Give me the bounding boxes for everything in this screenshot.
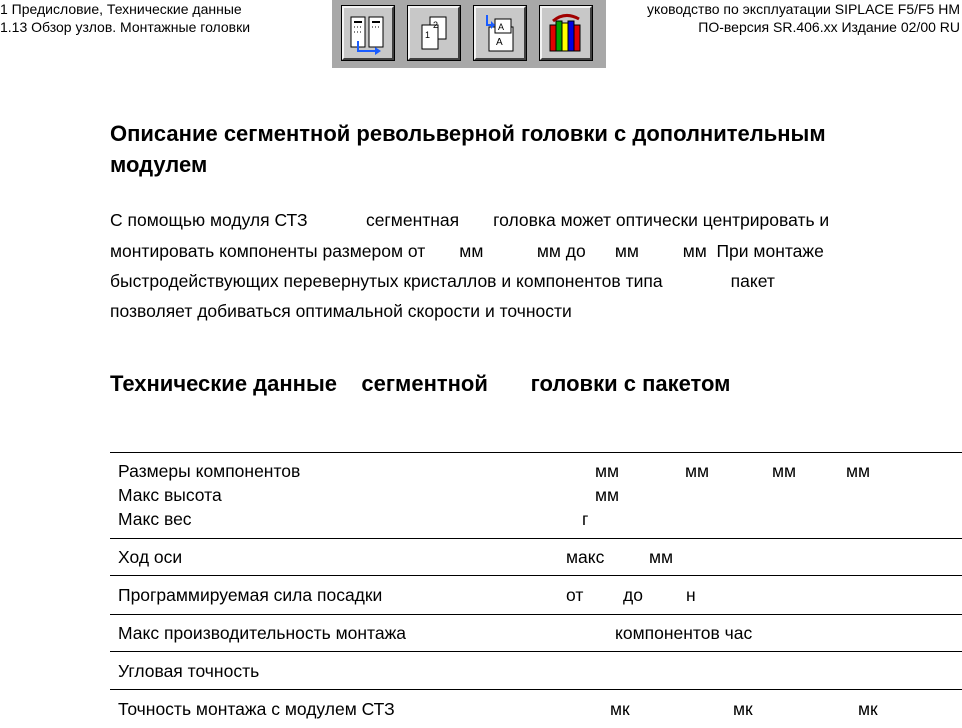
spec-unit: мм bbox=[595, 485, 620, 505]
spec-label: Точность монтажа с модулем СТЗ bbox=[118, 699, 395, 719]
svg-text:A: A bbox=[498, 22, 505, 32]
copy-pages-icon bbox=[413, 11, 457, 57]
navigation-toolbar bbox=[332, 0, 606, 68]
spec-unit: мм bbox=[685, 461, 710, 481]
header-version: ПО-версия SR.406.xx Издание 02/00 RU bbox=[698, 19, 960, 35]
tech-data-title: Технические данные сегментной головки с пакетом bbox=[110, 371, 731, 396]
page-navigate-icon bbox=[347, 11, 391, 57]
spec-unit: н bbox=[686, 585, 696, 605]
page-navigate-button[interactable] bbox=[342, 6, 394, 60]
copy-pages-button[interactable] bbox=[408, 6, 460, 60]
section-title-line1: Описание сегментной револьверной головки с дополнительным bbox=[110, 121, 826, 146]
table-divider bbox=[110, 651, 962, 652]
header-section: 1.13 Обзор узлов. Монтажные головки bbox=[0, 19, 251, 35]
description-line: С помощью модуля СТЗ сегментная головка может оптически центрировать и bbox=[110, 210, 830, 230]
spec-label: Ход оси bbox=[118, 547, 183, 567]
spec-unit: мк bbox=[858, 699, 878, 719]
header-chapter: 1 Предисловие, Технические данные bbox=[0, 1, 242, 17]
table-divider bbox=[110, 689, 962, 690]
spec-unit: г bbox=[582, 509, 589, 529]
spec-unit: мм bbox=[772, 461, 797, 481]
spec-label: Программируемая сила посадки bbox=[118, 585, 383, 605]
svg-text:2: 2 bbox=[433, 20, 439, 30]
description-line: позволяет добиваться оптимальной скорости и точности bbox=[110, 301, 572, 321]
spec-label: Макс высота bbox=[118, 485, 222, 505]
table-divider bbox=[110, 614, 962, 615]
table-divider bbox=[110, 452, 962, 453]
table-divider bbox=[110, 538, 962, 539]
spec-unit: от bbox=[566, 585, 584, 605]
header-manual-title: уководство по эксплуатации SIPLACE F5/F5 HM bbox=[647, 1, 960, 17]
spec-label: Угловая точность bbox=[118, 661, 260, 681]
spec-label: Макс вес bbox=[118, 509, 192, 529]
svg-text:A: A bbox=[496, 37, 503, 48]
table-divider bbox=[110, 575, 962, 576]
spec-label: Макс производительность монтажа bbox=[118, 623, 407, 643]
section-title-line2: модулем bbox=[110, 152, 208, 177]
spec-unit: мк bbox=[733, 699, 753, 719]
library-books-icon bbox=[545, 11, 589, 57]
spec-unit: макс bbox=[566, 547, 605, 567]
spec-label: Размеры компонентов bbox=[118, 461, 301, 481]
spec-unit: мм bbox=[846, 461, 871, 481]
print-page-icon bbox=[479, 11, 523, 57]
spec-unit: мм bbox=[649, 547, 674, 567]
print-page-button[interactable] bbox=[474, 6, 526, 60]
spec-unit: компонентов час bbox=[615, 623, 753, 643]
description-line: быстродействующих перевернутых кристаллов и компонентов типа пакет bbox=[110, 271, 775, 291]
spec-unit: до bbox=[623, 585, 643, 605]
description-line: монтировать компоненты размером от мм мм до мм мм При монтаже bbox=[110, 241, 824, 261]
svg-text:1: 1 bbox=[425, 30, 431, 40]
spec-unit: мк bbox=[610, 699, 630, 719]
spec-unit: мм bbox=[595, 461, 620, 481]
library-books-button[interactable] bbox=[540, 6, 592, 60]
